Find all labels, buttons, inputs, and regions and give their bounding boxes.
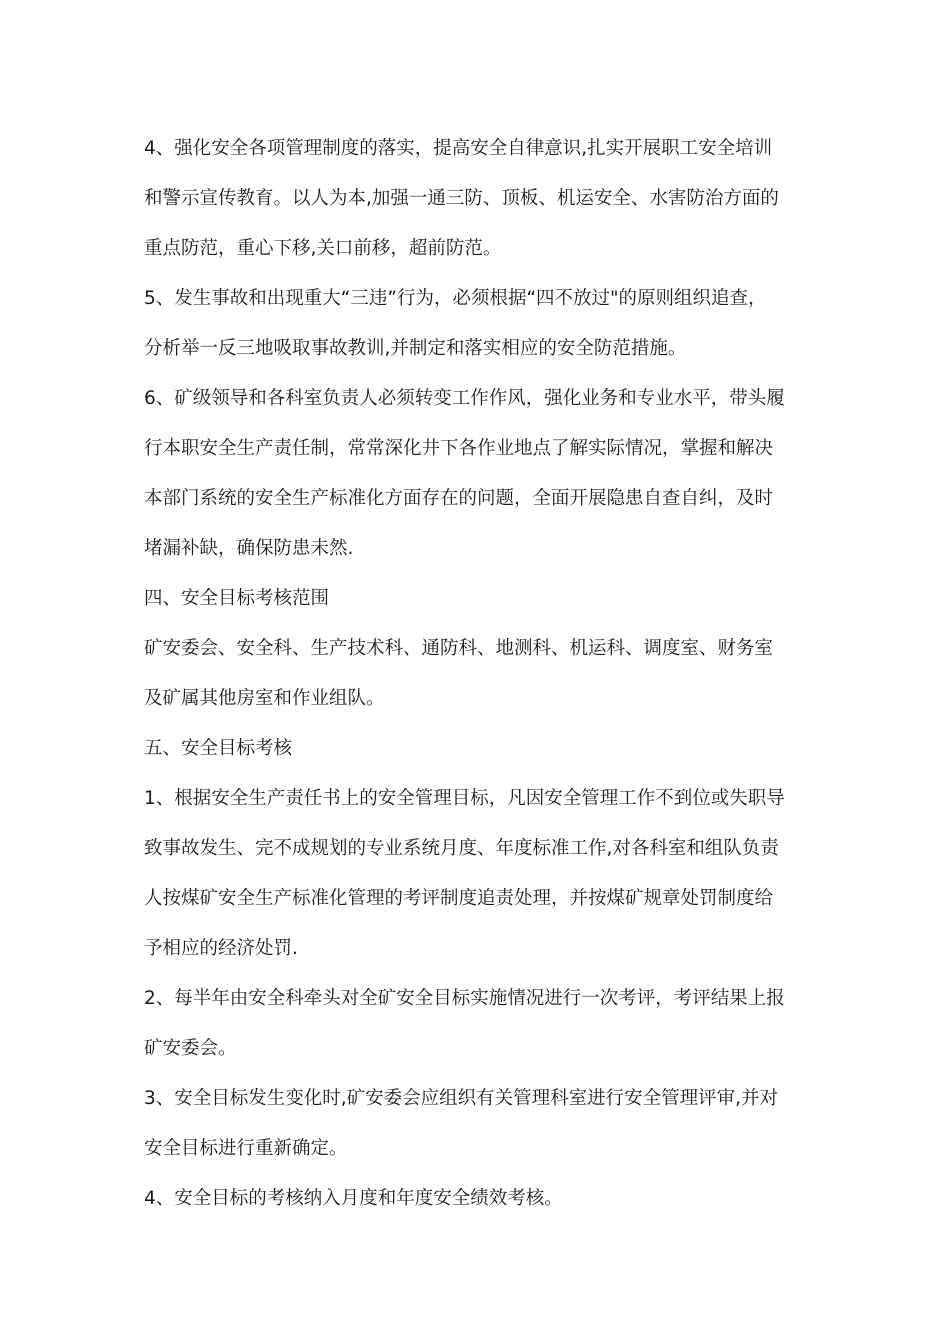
text-line: 予相应的经济处罚. bbox=[144, 938, 298, 959]
text-line: 行本职安全生产责任制，常常深化井下各作业地点了解实际情况，掌握和解决 bbox=[144, 438, 774, 459]
text-line: 分析举一反三地吸取事故教训,并制定和落实相应的安全防范措施。 bbox=[144, 338, 687, 359]
section-5-heading bbox=[144, 724, 814, 774]
paragraph-s5-item-2 bbox=[144, 974, 814, 1074]
text-line: 和警示宣传教育。以人为本,加强一通三防、顶板、机运安全、水害防治方面的 bbox=[144, 188, 779, 209]
section-4-heading bbox=[144, 574, 814, 624]
paragraph-item-6-leaders bbox=[144, 374, 814, 574]
text-line: 1、根据安全生产责任书上的安全管理目标，凡因安全管理工作不到位或失职导 bbox=[144, 788, 785, 809]
text-line: 6、矿级领导和各科室负责人必须转变工作作风，强化业务和专业水平，带头履 bbox=[144, 388, 785, 409]
text-line: 安全目标进行重新确定。 bbox=[144, 1138, 348, 1159]
paragraph-item-5-accident bbox=[144, 274, 814, 374]
text-line: 2、每半年由安全科牵头对全矿安全目标实施情况进行一次考评，考评结果上报 bbox=[144, 988, 785, 1009]
text-line: 重点防范，重心下移,关口前移，超前防范。 bbox=[144, 238, 502, 259]
section-heading: 五、安全目标考核 bbox=[144, 738, 293, 759]
text-line: 矿安委会、安全科、生产技术科、通防科、地测科、机运科、调度室、财务室 bbox=[144, 638, 774, 659]
text-line: 3、安全目标发生变化时,矿安委会应组织有关管理科室进行安全管理评审,并对 bbox=[144, 1088, 779, 1109]
text-line: 堵漏补缺，确保防患未然. bbox=[144, 538, 354, 559]
text-line: 本部门系统的安全生产标准化方面存在的问题，全面开展隐患自查自纠，及时 bbox=[144, 488, 774, 509]
section-heading: 四、安全目标考核范围 bbox=[144, 588, 330, 609]
paragraph-s5-item-1 bbox=[144, 774, 814, 974]
text-line: 4、强化安全各项管理制度的落实，提高安全自律意识,扎实开展职工安全培训 bbox=[144, 138, 773, 159]
paragraph-item-4-strengthen bbox=[144, 124, 814, 274]
text-line: 矿安委会。 bbox=[144, 1038, 237, 1059]
text-line: 及矿属其他房室和作业组队。 bbox=[144, 688, 385, 709]
text-line: 人按煤矿安全生产标准化管理的考评制度追责处理，并按煤矿规章处罚制度给 bbox=[144, 888, 774, 909]
paragraph-section-4-body bbox=[144, 624, 814, 724]
text-line: 4、安全目标的考核纳入月度和年度安全绩效考核。 bbox=[144, 1188, 563, 1209]
text-line: 5、发生事故和出现重大“三违”行为，必须根据“四不放过"的原则组织追查， bbox=[144, 288, 767, 309]
paragraph-s5-item-3 bbox=[144, 1074, 814, 1174]
document-body bbox=[144, 124, 814, 1224]
paragraph-s5-item-4 bbox=[144, 1174, 814, 1224]
text-line: 致事故发生、完不成规划的专业系统月度、年度标准工作,对各科室和组队负责 bbox=[144, 838, 779, 859]
